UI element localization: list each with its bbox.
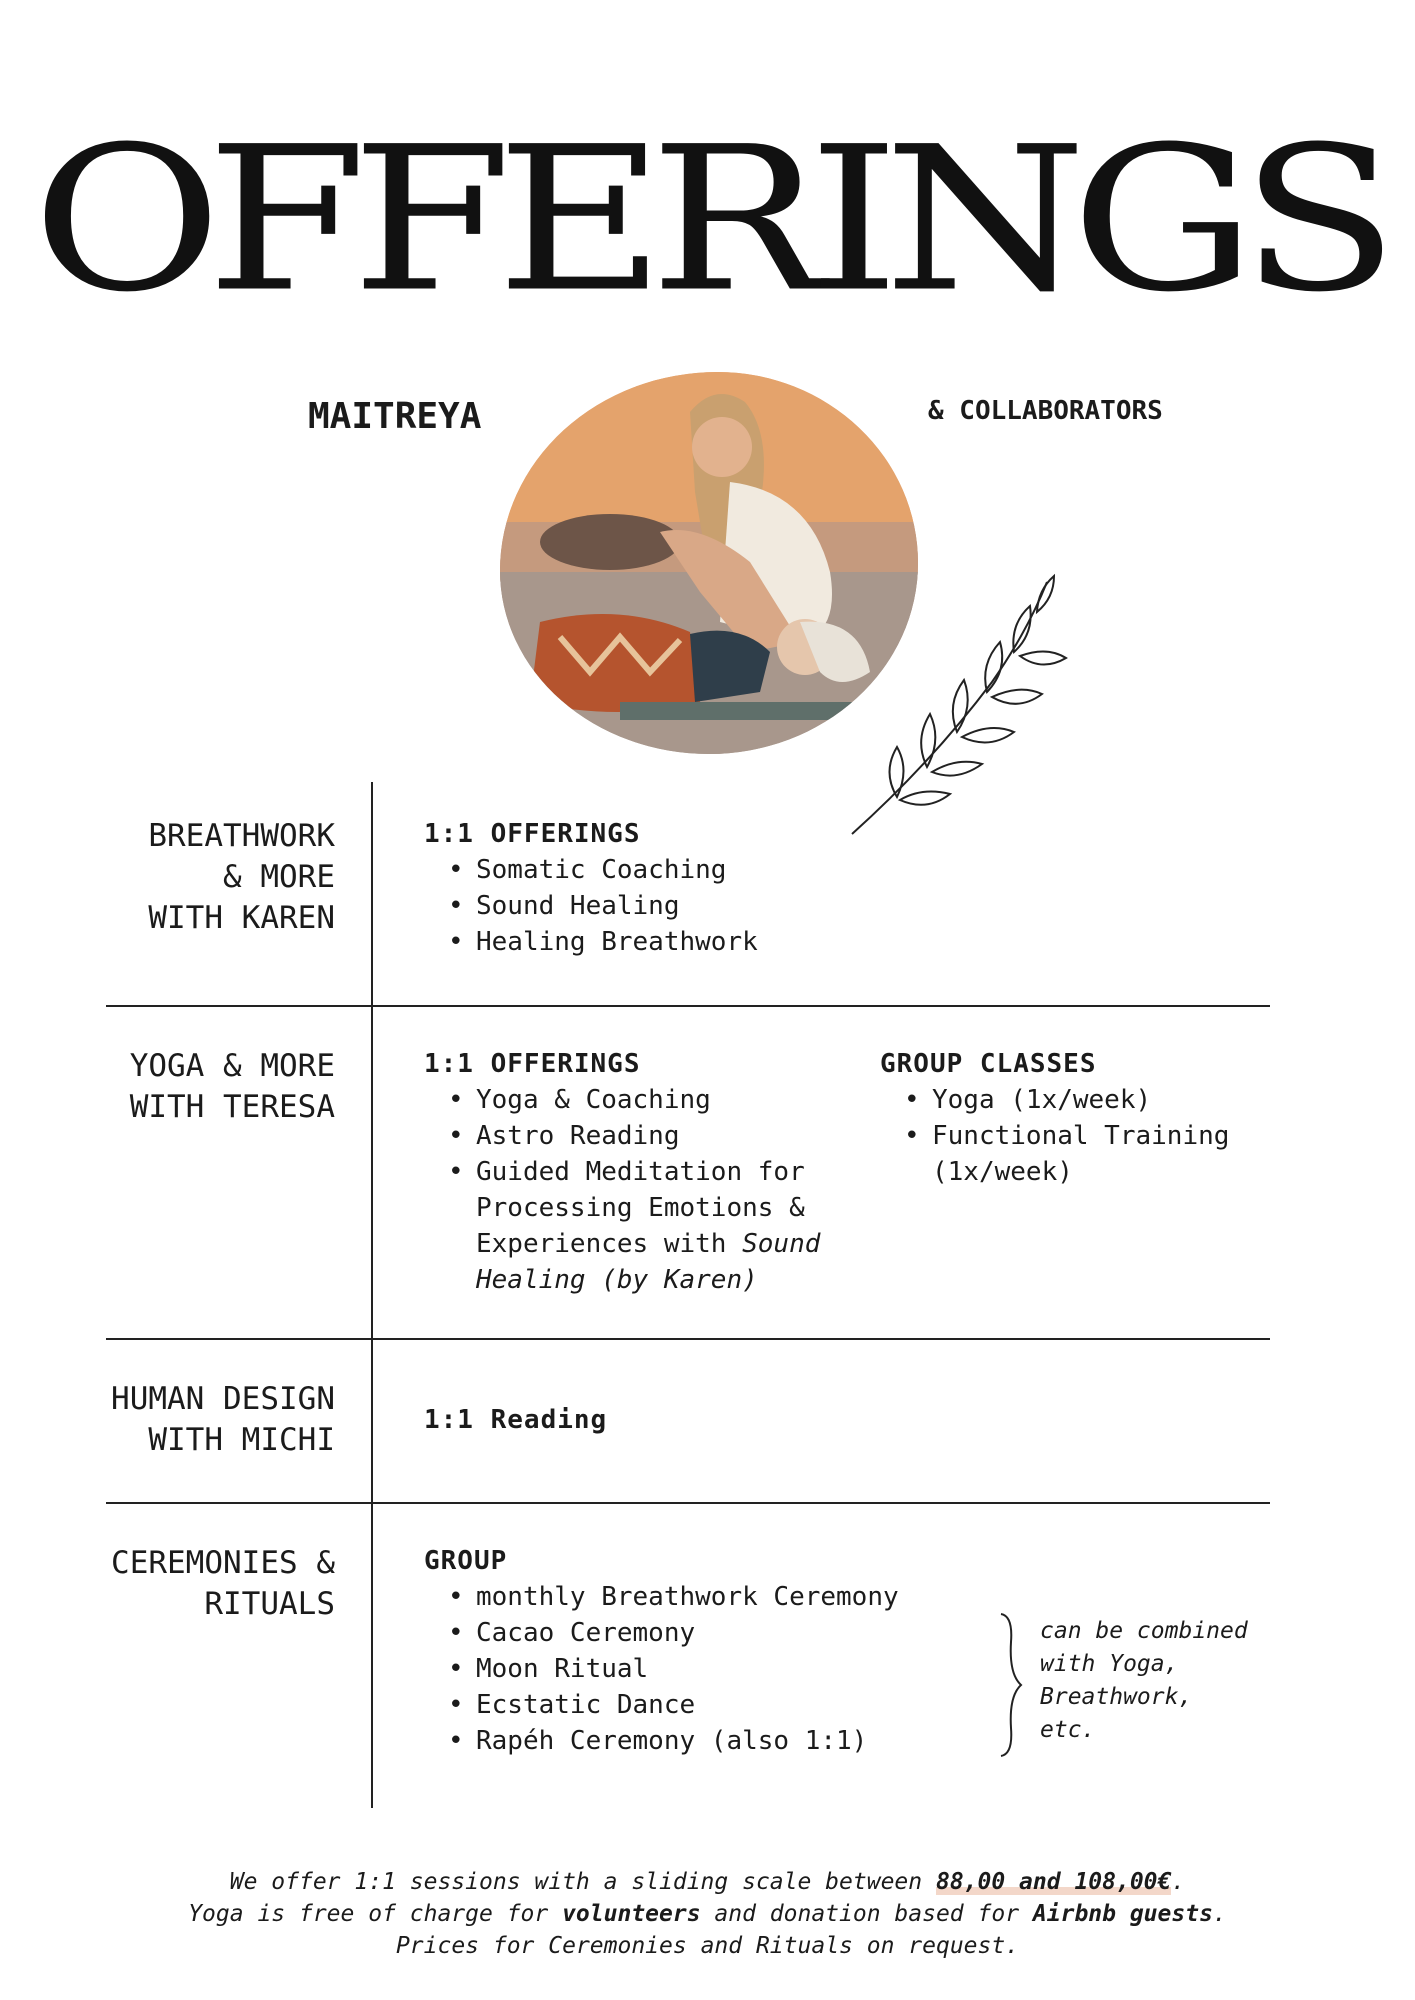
list-item: • Astro Reading (424, 1118, 874, 1154)
combination-note: can be combined with Yoga, Breathwork, etc. (1040, 1618, 1248, 1743)
list-item: • Yoga & Coaching (424, 1082, 874, 1118)
brand-collaborators: & COLLABORATORS (928, 396, 1163, 426)
section-heading: 1:1 OFFERINGS (424, 1049, 641, 1079)
price-range: 88,00 and 108,00€ (935, 1869, 1172, 1895)
section-label-michi: HUMAN DESIGN WITH MICHI (111, 1381, 335, 1458)
teresa-group-classes (880, 1046, 1270, 1190)
karen-offerings (424, 816, 758, 960)
section-label-karen: BREATHWORK & MORE WITH KAREN (148, 818, 335, 936)
volunteers-text: volunteers (562, 1901, 701, 1927)
list-item: • Healing Breathwork (424, 924, 758, 960)
section-heading: 1:1 OFFERINGS (424, 819, 641, 849)
list-item: • Functional Training (1x/week) (880, 1118, 1270, 1190)
list-item: • monthly Breathwork Ceremony (424, 1579, 899, 1615)
teresa-offerings (424, 1046, 874, 1298)
row-divider (106, 1502, 1270, 1504)
list-item: • Moon Ritual (424, 1651, 899, 1687)
section-heading: 1:1 Reading (424, 1405, 608, 1435)
footer-text: We offer 1:1 sessions with a sliding scale between (229, 1869, 936, 1895)
table-vertical-divider (371, 782, 373, 1808)
curly-brace-icon (997, 1612, 1027, 1758)
meditation-italic-text: Sound Healing (by Karen) (476, 1229, 821, 1295)
michi-offerings (424, 1402, 607, 1438)
list-item: • Ecstatic Dance (424, 1687, 899, 1723)
list-item: • Sound Healing (424, 888, 758, 924)
brand-name: MAITREYA (308, 396, 482, 437)
footer-line-1 (0, 1866, 1415, 1898)
airbnb-guests-text: Airbnb guests (1032, 1901, 1213, 1927)
list-item (424, 1154, 874, 1298)
row-divider (106, 1338, 1270, 1340)
section-label-teresa: YOGA & MORE WITH TERESA (129, 1048, 335, 1125)
list-item: • Cacao Ceremony (424, 1615, 899, 1651)
list-item: • Somatic Coaching (424, 852, 758, 888)
list-item: • Yoga (1x/week) (880, 1082, 1270, 1118)
section-label-ceremonies: CEREMONIES & RITUALS (111, 1545, 335, 1622)
row-divider (106, 1005, 1270, 1007)
footer-line-2 (0, 1898, 1415, 1930)
footer-text: . (1171, 1869, 1186, 1895)
ceremonies-offerings (424, 1543, 899, 1759)
leaf-branch-illustration (842, 572, 1082, 842)
section-heading: GROUP CLASSES (880, 1049, 1097, 1079)
footer-line-3: Prices for Ceremonies and Rituals on request. (395, 1933, 1020, 1959)
meditation-text: Guided Meditation for Processing Emotions & Experiences with (476, 1157, 805, 1259)
pricing-footer (0, 1866, 1415, 1962)
footer-text: Yoga is free of charge for (188, 1901, 563, 1927)
list-item: • Rapéh Ceremony (also 1:1) (424, 1723, 899, 1759)
page-title: OFFERINGS (31, 103, 1384, 336)
section-heading: GROUP (424, 1546, 508, 1576)
footer-text: and donation based for (700, 1901, 1033, 1927)
footer-text: . (1212, 1901, 1227, 1927)
